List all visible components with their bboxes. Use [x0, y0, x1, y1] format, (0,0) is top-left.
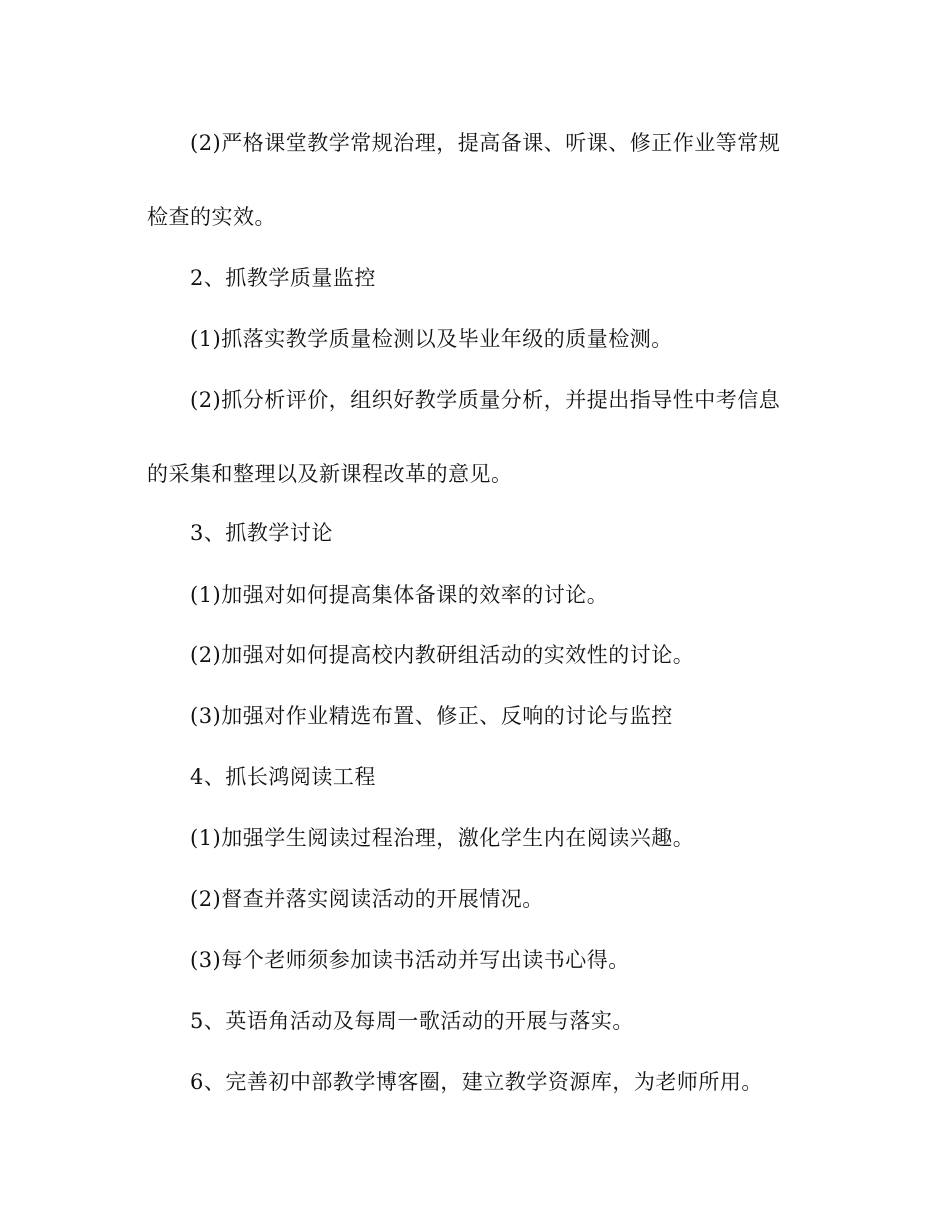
list-item: (3)加强对作业精选布置、修正、反响的讨论与监控 [190, 704, 673, 728]
section-heading-5: 5、英语角活动及每周一歌活动的开展与落实。 [190, 1009, 634, 1033]
section-heading-4: 4、抓长鸿阅读工程 [190, 765, 376, 789]
list-item: (1)抓落实教学质量检测以及毕业年级的质量检测。 [190, 327, 673, 351]
section-heading-3: 3、抓教学讨论 [190, 521, 333, 545]
section-heading-6: 6、完善初中部教学博客圈，建立教学资源库，为老师所用。 [190, 1070, 763, 1094]
list-item: (1)加强学生阅读过程治理，激化学生内在阅读兴趣。 [190, 826, 695, 850]
list-item: (2)督查并落实阅读活动的开展情况。 [190, 887, 544, 911]
list-item: (2)加强对如何提高校内教研组活动的实效性的讨论。 [190, 643, 695, 667]
section-heading-2: 2、抓教学质量监控 [190, 266, 376, 290]
paragraph-line-1: (2)严格课堂教学常规治理，提高备课、听课、修正作业等常规 [190, 131, 781, 155]
list-item: (1)加强对如何提高集体备课的效率的讨论。 [190, 583, 609, 607]
list-item-continuation: 的采集和整理以及新课程改革的意见。 [147, 462, 513, 486]
list-item: (3)每个老师须参加读书活动并写出读书心得。 [190, 948, 630, 972]
paragraph-line-2: 检查的实效。 [147, 205, 276, 229]
list-item: (2)抓分析评价，组织好教学质量分析，并提出指导性中考信息 [190, 388, 781, 412]
